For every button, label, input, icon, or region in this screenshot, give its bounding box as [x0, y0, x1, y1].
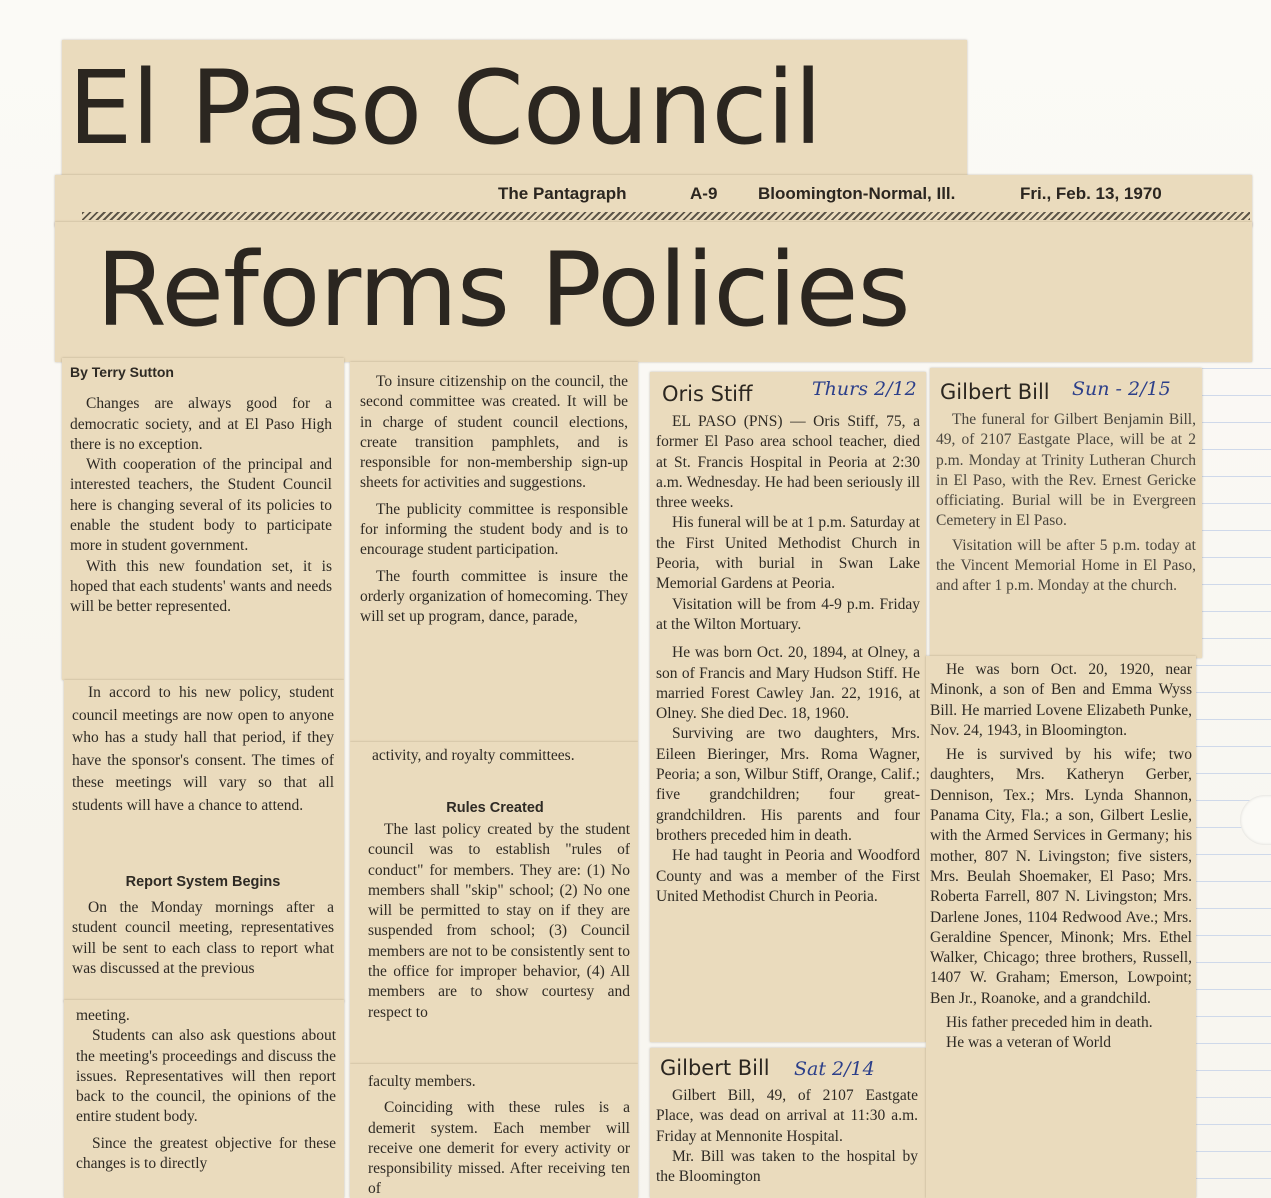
ruled-line	[1195, 773, 1271, 774]
obituary-gilbert-bill-sat-text	[656, 1086, 918, 1198]
masthead-paper: The Pantagraph	[498, 184, 627, 203]
ruled-line	[1195, 692, 1271, 693]
ruled-line	[1195, 395, 1271, 396]
ruled-line	[1195, 584, 1271, 585]
article-col1-part4	[76, 1006, 336, 1198]
ruled-line	[1195, 1043, 1271, 1044]
article-col2-part3	[368, 820, 630, 1062]
ruled-line	[1195, 908, 1271, 909]
handwritten-date-note: Sun - 2/15	[1072, 378, 1171, 400]
paragraph: Surviving are two daughters, Mrs. Eileen Bieringer, Mrs. Roma Wagner, Peoria; a son, Wilbur Stiff, Orange, Calif.; five grandchildren; four great-grandchildren. His parents and four brothers preceded him in death.	[656, 725, 920, 844]
article-col1-part1	[70, 362, 332, 676]
masthead-page: A-9	[690, 184, 718, 203]
paragraph: In accord to his new policy, student council meetings are now open to anyone who has a study hall that period, if they have the sponsor's consent. The times of these meetings will vary so that all students will have a chance to attend.	[72, 684, 334, 814]
ruled-line	[1195, 746, 1271, 747]
paragraph: He was born Oct. 20, 1920, near Minonk, a son of Ben and Emma Wyss Bill. He married Lovene Elizabeth Punke, Nov. 24, 1943, in Bloomington.	[930, 661, 1192, 739]
paragraph: The fourth committee is insure the orderly organization of homecoming. They will set up program, dance, parade,	[360, 567, 628, 626]
obituary-gilbert-bill-sun-text-a	[936, 410, 1196, 654]
paragraph: He is survived by his wife; two daughters, Mrs. Katheryn Gerber, Dennison, Tex.; Mrs. Lynda Shannon, Panama City, Fla.; a son, Gilbert Leslie, with the Armed Services in Germany; his mother, 807 N. Livingston; five sisters, Mrs. Beulah Shoemaker, El Paso; Mrs. Roberta Farrell, 807 N. Livingston; Mrs. Darlene Jones, 1104 Redwood Ave.; Mrs. Geraldine Spencer, Minonk; Mrs. Ethel Walker, Chicago; three brothers, Russell, 1407 W. Graham; Emerson, Lowpoint; Ben Jr., Roanoke, and a grandchild.	[930, 746, 1192, 1007]
article-col2-part4	[368, 1072, 630, 1198]
paragraph: With this new foundation set, it is hoped that each students' wants and needs will be better represented.	[70, 557, 332, 616]
ruled-line	[1195, 935, 1271, 936]
paragraph: Visitation will be after 5 p.m. today at the Vincent Memorial Home in El Paso, and after 1 p.m. Monday at the church.	[936, 536, 1196, 595]
ruled-line	[1195, 368, 1271, 369]
ruled-line	[1195, 719, 1271, 720]
paragraph: Mr. Bill was taken to the hospital by the Bloomington	[656, 1147, 918, 1186]
paragraph: The last policy created by the student council was to establish "rules of conduct" for members. They are: (1) No members shall "skip" school; (2) No one will be permitted to stay on if they are suspended from school; (3) Council members are not to be consistently sent to the office for improper behavior, (4) All members are to show courtesy and respect to	[368, 821, 630, 1021]
ruled-line	[1195, 1070, 1271, 1071]
byline: By Terry Sutton	[70, 364, 174, 380]
paragraph: Visitation will be from 4-9 p.m. Friday at the Wilton Mortuary.	[656, 595, 920, 633]
article-col1-part3	[72, 898, 334, 998]
ruled-line	[1195, 1124, 1271, 1125]
headline-line2: Reforms Policies	[96, 231, 910, 350]
paragraph: Gilbert Bill, 49, of 2107 Eastgate Place, was dead on arrival at 11:30 a.m. Friday at Mennonite Hospital.	[656, 1087, 918, 1145]
masthead-rule	[82, 212, 1250, 220]
paragraph: He was a veteran of World	[946, 1034, 1112, 1052]
paragraph: His father preceded him in death.	[946, 1014, 1153, 1032]
paragraph: He was born Oct. 20, 1894, at Olney, a son of Francis and Mary Hudson Stiff. He married Forest Cawley Jan. 22, 1916, at Olney. She died Dec. 18, 1960.	[656, 644, 920, 723]
ruled-line	[1195, 989, 1271, 990]
ruled-line	[1195, 1016, 1271, 1017]
paragraph: faculty members.	[368, 1073, 476, 1090]
paragraph: Since the greatest objective for these changes is to directly	[76, 1134, 336, 1173]
article-col2-part2	[372, 746, 628, 788]
paragraph: The publicity committee is responsible for informing the student body and is to encourage student participation.	[360, 500, 628, 559]
paragraph: meeting.	[76, 1007, 130, 1024]
ruled-line	[1195, 503, 1271, 504]
handwritten-date-note: Thurs 2/12	[812, 378, 917, 400]
paragraph: To insure citizenship on the council, the second committee was created. It will be in charge of student council elections, create transition pamphlets, and is responsible for non-membership sign-up sheets for activities and suggestions.	[360, 373, 628, 492]
handwritten-date-note: Sat 2/14	[794, 1058, 875, 1080]
headline-line1: El Paso Council	[68, 49, 822, 168]
ruled-line	[1195, 422, 1271, 423]
ruled-line	[1195, 665, 1271, 666]
obituary-name-gilbert-bill: Gilbert Bill	[660, 1056, 770, 1080]
ruled-line	[1195, 530, 1271, 531]
paragraph: Students can also ask questions about the meeting's proceedings and discuss the issues. Representatives will then report back to the council, the opinions of the entire student body.	[76, 1027, 336, 1126]
paragraph: Changes are always good for a democratic society, and at El Paso High there is no exception.	[70, 395, 332, 453]
paragraph: Coinciding with these rules is a demerit system. Each member will receive one demerit for every activity or responsibility missed. After receiving ten of	[368, 1099, 630, 1198]
subhead-report-system: Report System Begins	[125, 874, 281, 890]
paragraph: The funeral for Gilbert Benjamin Bill, 49, of 2107 Eastgate Place, will be at 2 p.m. Monday at Trinity Lutheran Church in El Paso, with the Rev. Ernest Gericke officiating. Burial will be in Evergreen Cemetery in El Paso.	[936, 411, 1196, 530]
article-col1-part2	[72, 682, 334, 862]
paragraph: activity, and royalty committees.	[372, 747, 575, 764]
paragraph: With cooperation of the principal and interested teachers, the Student Council here is changing several of its policies to enable the student body to participate more in student government.	[70, 456, 332, 555]
paragraph: His funeral will be at 1 p.m. Saturday at the First United Methodist Church in Peoria, with burial in Swan Lake Memorial Gardens at Peoria.	[656, 514, 920, 593]
binder-hole	[1240, 795, 1271, 845]
ruled-line	[1195, 881, 1271, 882]
ruled-line	[1195, 854, 1271, 855]
ruled-line	[1195, 962, 1271, 963]
masthead-date: Fri., Feb. 13, 1970	[1020, 184, 1162, 203]
subhead-rules-created: Rules Created	[446, 800, 544, 816]
ruled-line	[1195, 611, 1271, 612]
obituary-gilbert-bill-sun-text-b	[930, 660, 1192, 1198]
obituary-name-oris-stiff: Oris Stiff	[662, 382, 753, 406]
ruled-line	[1195, 638, 1271, 639]
paragraph: EL PASO (PNS) — Oris Stiff, 75, a former El Paso area school teacher, died at St. Francis Hospital in Peoria at 2:30 a.m. Wednesday. He had been seriously ill three weeks.	[656, 413, 920, 512]
ruled-line	[1195, 1151, 1271, 1152]
ruled-line	[1195, 1097, 1271, 1098]
ruled-line	[1195, 557, 1271, 558]
obituary-name-gilbert-bill: Gilbert Bill	[940, 380, 1050, 404]
paragraph: On the Monday mornings after a student council meeting, representatives will be sent to each class to report what was discussed at the previous	[72, 899, 334, 977]
paragraph: He had taught in Peoria and Woodford County and was a member of the First United Methodist Church in Peoria.	[656, 847, 920, 905]
article-col2-part1	[360, 372, 628, 738]
ruled-line	[1195, 476, 1271, 477]
masthead-place: Bloomington-Normal, Ill.	[758, 184, 956, 203]
obituary-oris-stiff-text	[656, 412, 920, 1040]
ruled-line	[1195, 449, 1271, 450]
ruled-line	[1195, 1178, 1271, 1179]
